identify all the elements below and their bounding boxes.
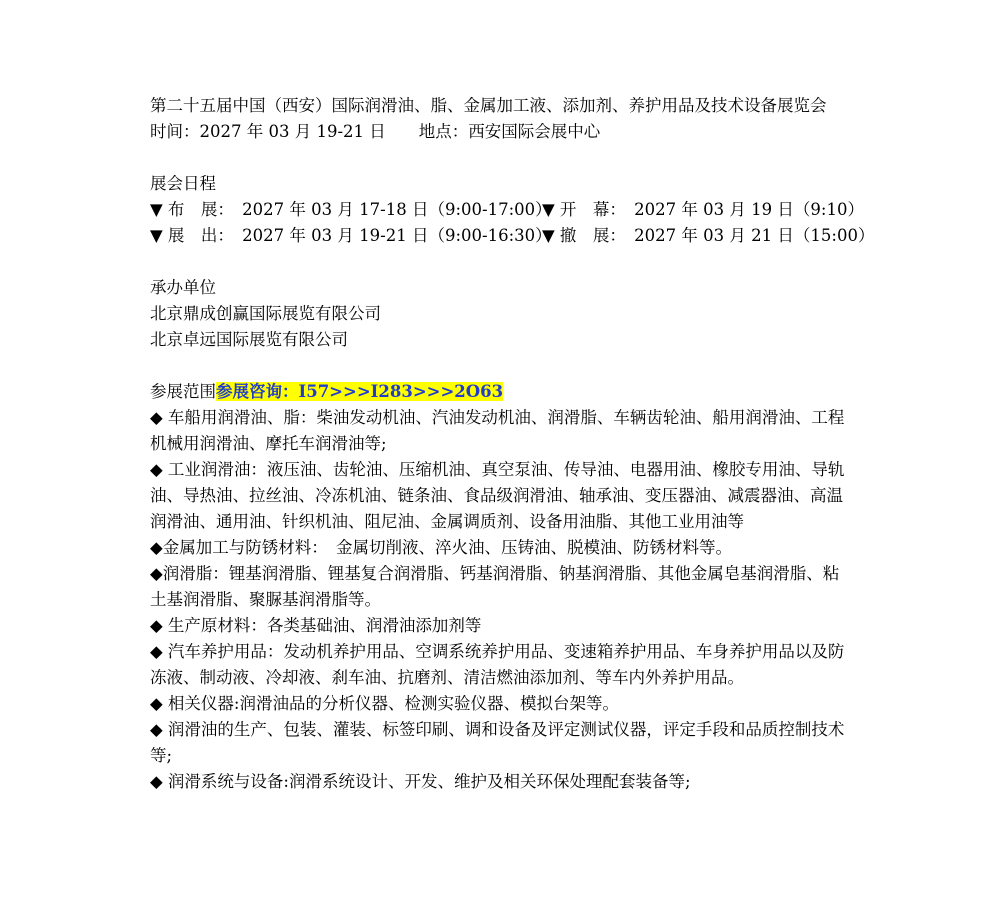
scope-item: ◆ 润滑系统与设备:润滑系统设计、开发、维护及相关环保处理配套装备等; bbox=[150, 772, 691, 791]
scope-item: ◆ 工业润滑油：液压油、齿轮油、压缩机油、真空泵油、传导油、电器用油、橡胶专用油、导轨油、导热油、拉丝油、冷冻机油、链条油、食品级润滑油、轴承油、变压器油、减震器油、高温润滑油、通用油、针织机油、阻尼油、金属调质剂、设备用油脂、其他工业用油等 bbox=[150, 460, 845, 531]
page-title: 第二十五届中国（西安）国际润滑油、脂、金属加工液、添加剂、养护用品及技术设备展览会 bbox=[150, 96, 827, 115]
time-place-line: 时间：2027 年 03 月 19-21 日 地点：西安国际会展中心 bbox=[150, 122, 601, 141]
schedule-row-1 bbox=[150, 197, 864, 223]
schedule-setup: ▼ 布 展： 2027 年 03 月 17-18 日（9:00-17:00） bbox=[150, 200, 552, 219]
organizer-item: 北京卓远国际展览有限公司 bbox=[150, 330, 348, 349]
scope-item: ◆ 汽车养护用品：发动机养护用品、空调系统养护用品、变速箱养护用品、车身养护用品以及防冻液、制动液、冷却液、刹车油、抗磨剂、清洁燃油添加剂、等车内外养护用品。 bbox=[150, 642, 845, 687]
schedule-exhibit: ▼ 展 出： 2027 年 03 月 19-21 日（9:00-16:30） bbox=[150, 226, 552, 245]
consult-highlight: 参展咨询：I57>>>I283>>>2O63 bbox=[216, 382, 504, 401]
scope-item: ◆ 相关仪器:润滑油品的分析仪器、检测实验仪器、模拟台架等。 bbox=[150, 694, 619, 713]
scope-heading: 参展范围 bbox=[150, 382, 216, 401]
schedule-opening: ▼ 开 幕： 2027 年 03 月 19 日（9:10） bbox=[542, 200, 864, 219]
scope-item: ◆ 车船用润滑油、脂：柴油发动机油、汽油发动机油、润滑脂、车辆齿轮油、船用润滑油、工程机械用润滑油、摩托车润滑油等; bbox=[150, 408, 845, 453]
scope-item: ◆金属加工与防锈材料： 金属切削液、淬火油、压铸油、脱模油、防锈材料等。 bbox=[150, 538, 732, 557]
scope-item: ◆润滑脂：锂基润滑脂、锂基复合润滑脂、钙基润滑脂、钠基润滑脂、其他金属皂基润滑脂、粘土基润滑脂、聚脲基润滑脂等。 bbox=[150, 564, 840, 609]
organizer-item: 北京鼎成创赢国际展览有限公司 bbox=[150, 304, 381, 323]
document-body bbox=[150, 93, 875, 795]
scope-item: ◆ 生产原材料：各类基础油、润滑油添加剂等 bbox=[150, 616, 482, 635]
spacer bbox=[150, 249, 850, 275]
scope-item: ◆ 润滑油的生产、包装、灌装、标签印刷、调和设备及评定测试仪器，评定手段和品质控制技术等; bbox=[150, 720, 845, 765]
scope-heading-line bbox=[150, 379, 850, 405]
schedule-row-2 bbox=[150, 223, 875, 249]
spacer bbox=[150, 145, 850, 171]
spacer bbox=[150, 353, 850, 379]
organizers-heading: 承办单位 bbox=[150, 278, 216, 297]
schedule-heading: 展会日程 bbox=[150, 174, 216, 193]
schedule-teardown: ▼ 撤 展： 2027 年 03 月 21 日（15:00） bbox=[542, 226, 875, 245]
